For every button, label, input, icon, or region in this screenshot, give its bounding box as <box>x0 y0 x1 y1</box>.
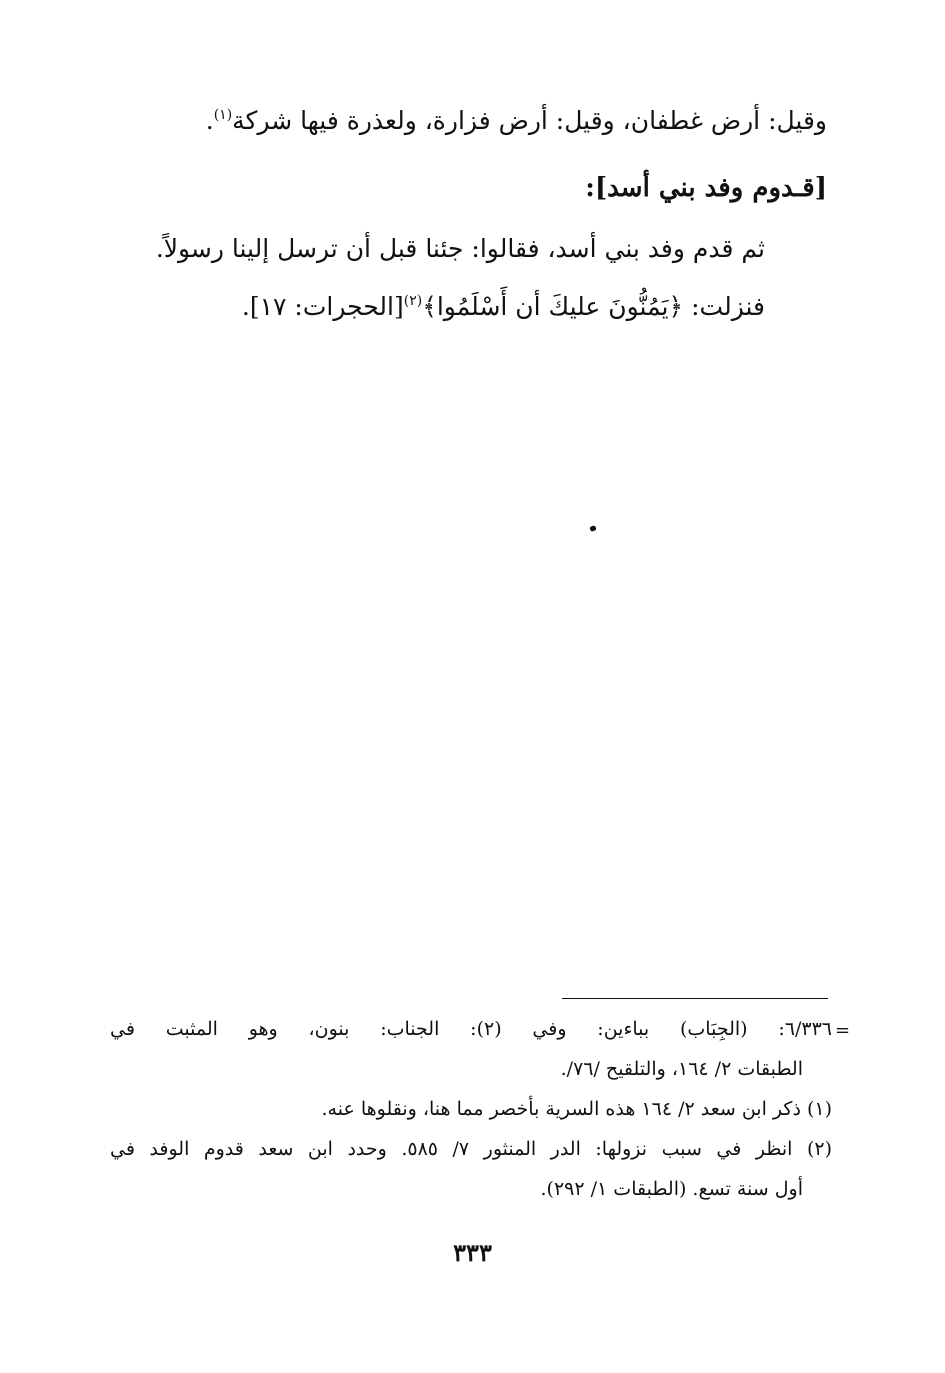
section-heading: [قـدوم وفد بني أسد]: <box>585 173 827 203</box>
footnote-2-line-1: (٢) انظر في سبب نزولها: الدر المنثور ٧/ ٥٨٥. وحدد ابن سعد قدوم الوفد في <box>110 1138 833 1160</box>
body-line-1-text: وقيل: أرض غطفان، وقيل: أرض فزارة، ولعذرة فيها شركة <box>232 106 827 135</box>
page-number: ٣٣٣ <box>453 1238 492 1267</box>
footnote-continuation-line-2: الطبقات ٢/ ١٦٤، والتلقيح /٧٦/. <box>560 1058 803 1080</box>
continuation-mark: = <box>835 1020 851 1041</box>
body-line-1 <box>206 104 827 138</box>
footnote-separator <box>562 998 828 999</box>
footnote-ref-2[interactable]: (٢) <box>403 293 423 309</box>
ink-speck <box>589 525 596 532</box>
footnote-2-line-2: أول سنة تسع. (الطبقات ١/ ٢٩٢). <box>540 1178 803 1200</box>
body-line-1-end: . <box>205 106 214 135</box>
body-line-3 <box>242 290 765 324</box>
footnote-continuation-line-1: ٦/٣٣٦: (الجِبَاب) بباءين: وفي (٢): الجناب: بنون، وهو المثبت في <box>110 1018 833 1040</box>
footnote-ref-1[interactable]: (١) <box>213 107 233 123</box>
body-line-2: ثم قدم وفد بني أسد، فقالوا: جئنا قبل أن ترسل إلينا رسولاً. <box>155 234 765 263</box>
footnote-1: (١) ذكر ابن سعد ٢/ ١٦٤ هذه السرية بأخصر مما هنا، ونقلوها عنه. <box>321 1098 832 1120</box>
quran-verse: فنزلت: ﴿يَمُنُّونَ عليكَ أن أَسْلَمُوا﴾ <box>422 292 765 321</box>
verse-citation: [الحجرات: ١٧]. <box>241 292 404 321</box>
